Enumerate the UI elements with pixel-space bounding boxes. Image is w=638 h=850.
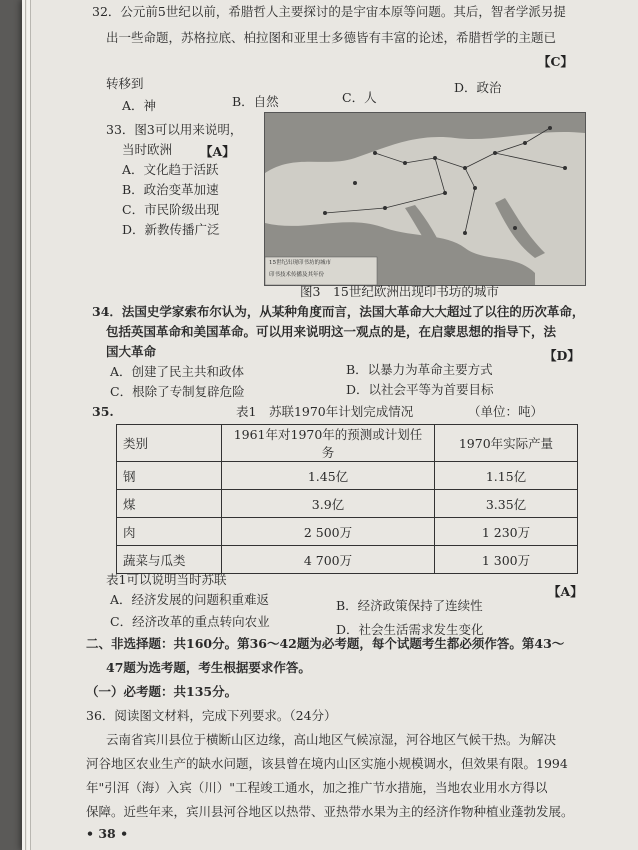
q33-option-d: D．新教传播广泛: [122, 222, 220, 237]
table-row: [117, 546, 578, 574]
q36-para-line2: 河谷地区农业生产的缺水问题，该县曾在境内山区实施小规模调水，但效果有限。1994: [86, 756, 568, 771]
table-cell: 1 230万: [435, 518, 578, 546]
table-cell: 4 700万: [222, 546, 435, 574]
q36-para-line4: 保障。近些年来，宾川县河谷地区以热带、亚热带水果为主的经济作物种植业蓬勃发展。: [86, 804, 574, 819]
q35-option-d: D．社会生活需求发生变化: [336, 622, 484, 637]
table-cell: 煤: [117, 490, 222, 518]
map-legend-cities: 15世纪出现印书坊的城市: [269, 260, 331, 266]
q36-para-line1: 云南省宾川县位于横断山区边缘，高山地区气候凉湿，河谷地区气候干热。为解决: [106, 732, 557, 747]
table-row: [117, 462, 578, 490]
q34-line3: 国大革命: [106, 344, 157, 359]
table-header: 类别: [117, 425, 222, 462]
table-header-row: [117, 425, 578, 462]
table-cell: 1.15亿: [435, 462, 578, 490]
table-cell: 1.45亿: [222, 462, 435, 490]
q36-line1: 36．阅读图文材料，完成下列要求。（24分）: [86, 708, 337, 723]
q32-option-b: B．自然: [232, 94, 279, 109]
table-cell: 3.9亿: [222, 490, 435, 518]
q33-line1: 33．图3可以用来说明，: [106, 122, 243, 137]
table-header: 1970年实际产量: [435, 425, 578, 462]
table1-unit: （单位：吨）: [468, 404, 544, 419]
q35-number: 35.: [92, 404, 114, 419]
table-cell: 1 300万: [435, 546, 578, 574]
table1: [116, 424, 578, 574]
q32-line2: 出一些命题，苏格拉底、柏拉图和亚里士多德皆有丰富的论述，希腊哲学的主题已: [106, 30, 557, 45]
q33-option-c: C．市民阶级出现: [122, 202, 220, 217]
q34-line1: 34．法国史学家索布尔认为，从某种角度而言，法国大革命大大超过了以往的历次革命，: [92, 304, 585, 319]
page-edge: [22, 0, 26, 850]
q36-para-line3: 年"引洱（海）入宾（川）"工程竣工通水，加之推广节水措施，当地农业用水方得以: [86, 780, 548, 795]
table-cell: 蔬菜与瓜类: [117, 546, 222, 574]
section2-line2: 47题为选考题，考生根据要求作答。: [106, 660, 311, 675]
q34-answer: 【D】: [544, 348, 580, 363]
table-cell: 钢: [117, 462, 222, 490]
section2-line1: 二、非选择题：共160分。第36～42题为必考题，每个试题考生都必须作答。第43～: [86, 636, 565, 651]
table-row: [117, 518, 578, 546]
table-cell: 肉: [117, 518, 222, 546]
q34-option-c: C．根除了专制复辟危险: [110, 384, 245, 399]
q32-answer: 【C】: [538, 54, 573, 69]
figure3-caption: 图3 15世纪欧洲出现印书坊的城市: [300, 284, 499, 299]
table1-title: 表1 苏联1970年计划完成情况: [236, 404, 414, 419]
table-cell: 3.35亿: [435, 490, 578, 518]
q35-answer: 【A】: [548, 584, 583, 599]
q33-option-b: B．政治变革加速: [122, 182, 219, 197]
q34-option-d: D．以社会平等为首要目标: [346, 382, 494, 397]
q33-option-a: A．文化趋于活跃: [122, 162, 219, 177]
table-row: [117, 490, 578, 518]
q35-option-c: C．经济改革的重点转向农业: [110, 614, 270, 629]
q32-option-c: C．人: [342, 90, 377, 105]
q35-option-b: B．经济政策保持了连续性: [336, 598, 483, 613]
q32-line1: 32．公元前5世纪以前，希腊哲人主要探讨的是宇宙本原等问题。其后，智者学派另提: [92, 4, 566, 19]
map-legend-spread: 印书技术传播及其年份: [269, 272, 325, 278]
page-edge: [27, 0, 31, 850]
table-header: 1961年对1970年的预测或计划任务: [222, 425, 435, 462]
q32-option-a: A．神: [122, 98, 157, 113]
europe-printing-map: [264, 112, 586, 286]
q35-stem: 表1可以说明当时苏联: [106, 572, 227, 587]
page-number: • 38 •: [86, 826, 129, 841]
q33-line2: 当时欧洲: [122, 142, 173, 157]
q33-answer: 【A】: [200, 144, 235, 159]
q34-option-a: A．创建了民主共和政体: [110, 364, 245, 379]
q32-option-d: D．政治: [454, 80, 502, 95]
section2-sub: （一）必考题：共135分。: [86, 684, 238, 699]
q32-line3: 转移到: [106, 76, 144, 91]
table-cell: 2 500万: [222, 518, 435, 546]
q35-option-a: A．经济发展的问题积重难返: [110, 592, 270, 607]
q34-option-b: B．以暴力为革命主要方式: [346, 362, 493, 377]
q34-line2: 包括英国革命和美国革命。可以用来说明这一观点的是，在启蒙思想的指导下，法: [106, 324, 557, 339]
